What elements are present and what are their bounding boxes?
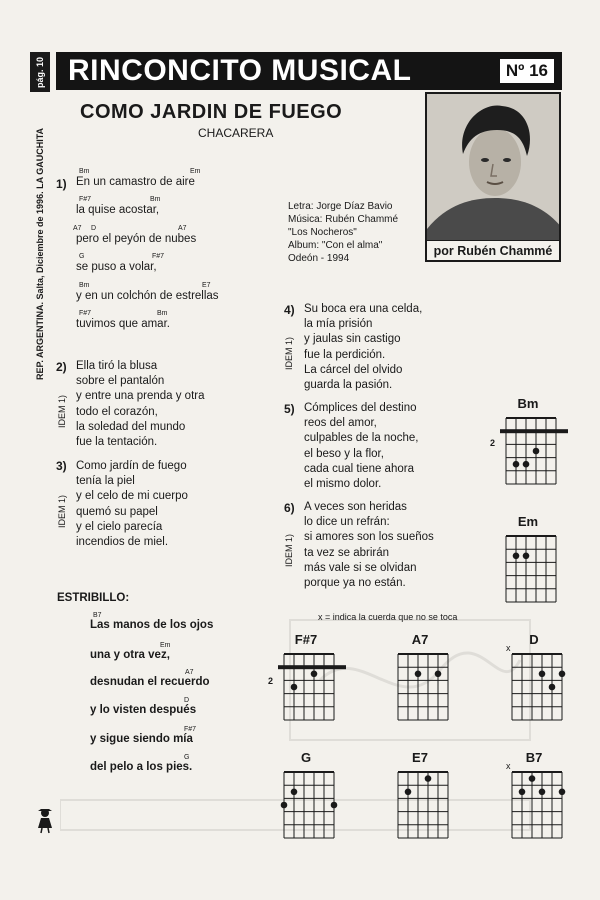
lyric-line: quemó su papel [76, 505, 158, 518]
finger-dot [435, 671, 442, 678]
lyric-line: incendios de miel. [76, 536, 169, 549]
lyric-line: La cárcel del olvido [304, 363, 403, 376]
barre-fret-label: 2 [268, 676, 274, 686]
chord-diagram-d [494, 632, 574, 728]
chord-label: Bm [79, 282, 90, 289]
finger-dot [291, 789, 298, 796]
verse-5-number: 5) [284, 402, 295, 416]
barre-fret-label: 2 [490, 438, 496, 448]
chord-label: A7 [73, 225, 82, 232]
chord-label: A7 [178, 225, 187, 232]
lyric-line: el beso y la flor, [304, 447, 384, 460]
credit-line: Letra: Jorge Díaz Bavio [288, 201, 393, 212]
lyric-line: y en un colchón de estrellas [76, 290, 219, 302]
lyric-line: se puso a volar, [76, 261, 157, 273]
portrait-illustration [427, 94, 561, 262]
verse-6-number: 6) [284, 501, 295, 515]
lyric-line: Como jardín de fuego [76, 460, 187, 472]
fretboard-em [488, 514, 568, 610]
fretboard-a7 [380, 632, 460, 728]
lyric-line: guarda la pasión. [304, 379, 393, 392]
fretboard-bm [488, 396, 568, 492]
lyric-line: el mismo dolor. [304, 478, 382, 491]
finger-dot [559, 789, 566, 796]
finger-dot [513, 553, 520, 560]
lyric-line: la quise acostar, [76, 204, 160, 216]
chorus-label: ESTRIBILLO: [57, 592, 130, 604]
chord-diagram-a7 [380, 632, 460, 728]
chorus-line: y lo visten después [90, 704, 197, 716]
verse-4-number: 4) [284, 303, 295, 317]
finger-dot [539, 671, 546, 678]
verse-1-number: 1) [56, 177, 67, 191]
chorus-line: una y otra vez, [90, 649, 170, 661]
gauchita-logo-icon [34, 806, 56, 834]
lyric-line: Cómplices del destino [304, 402, 417, 414]
chord-diagram-e7 [380, 750, 460, 846]
lyric-line: si amores son los sueños [304, 531, 434, 544]
verse-5-lyrics [304, 401, 418, 492]
chord-diagram-bm [488, 396, 568, 492]
fretboard-g [266, 750, 346, 846]
lyric-line: pero el peyón de nubes [76, 233, 197, 245]
idem-note: IDEM 1) [284, 533, 294, 567]
fretboard-f-sharp-7 [266, 632, 346, 728]
chord-diagram-name: G [300, 750, 312, 765]
lyric-line: la soledad del mundo [76, 420, 186, 433]
lyric-line: reos del amor, [304, 417, 377, 430]
fretboard-d [494, 632, 574, 728]
chord-diagram-f-sharp-7 [266, 632, 346, 728]
lyric-line: A veces son heridas [304, 501, 407, 513]
chord-label: D [184, 697, 190, 704]
chord-label: Bm [157, 310, 168, 317]
finger-dot [311, 671, 318, 678]
photo-caption: por Rubén Chammé [425, 240, 561, 262]
chord-label: A7 [185, 669, 194, 676]
lyric-line: Ella tiró la blusa [76, 360, 158, 372]
lyric-line: fue la perdición. [304, 348, 386, 361]
finger-dot [549, 684, 556, 691]
chord-label: Bm [79, 168, 90, 175]
credit-line: "Los Nocheros" [288, 227, 357, 238]
chorus-line: desnudan el recuerdo [90, 676, 210, 688]
lyric-line: lo dice un refrán: [304, 516, 390, 529]
finger-dot [513, 461, 520, 468]
chord-label: F#7 [184, 726, 197, 733]
lyric-line: tuvimos que amar. [76, 318, 170, 330]
chord-diagram-b7 [494, 750, 574, 846]
song-title: COMO JARDIN DE FUEGO [80, 101, 343, 123]
chorus-line: Las manos de los ojos [90, 619, 214, 631]
verse-2-lyrics [76, 359, 205, 450]
chorus-line: del pelo a los pies. [90, 761, 193, 773]
chord-diagram-name: Em [517, 514, 539, 529]
chord-label: F#7 [79, 196, 92, 203]
artist-photo [425, 92, 561, 262]
lyric-line: y entre una prenda y otra [76, 390, 205, 403]
verse-4-lyrics [304, 302, 422, 393]
finger-dot [523, 461, 530, 468]
chord-diagram-em [488, 514, 568, 610]
song-credits [288, 200, 398, 265]
lyric-line: todo el corazón, [76, 405, 158, 418]
lyric-line: cada cual tiene ahora [304, 462, 414, 475]
finger-dot [523, 553, 530, 560]
finger-dot [519, 789, 526, 796]
chord-label: F#7 [79, 310, 92, 317]
muted-string-mark: x [506, 761, 511, 771]
lyric-line: fue la tentación. [76, 436, 158, 449]
section-header [56, 52, 562, 90]
verse-3-lyrics [76, 459, 188, 550]
credit-line: Album: "Con el alma" [288, 240, 383, 251]
chord-diagram-g [266, 750, 346, 846]
chord-label: G [79, 253, 85, 260]
barre-bar [500, 429, 568, 433]
publication-info: REP. ARGENTINA. Salta, Diciembre de 1996. LA GAUCHITA [35, 127, 45, 380]
chorus-line: y sigue siendo mía [90, 733, 193, 745]
lyric-line: ta vez se abrirán [304, 546, 390, 559]
section-title: RINCONCITO MUSICAL [68, 54, 412, 87]
finger-dot [539, 789, 546, 796]
lyric-line: y jaulas sin castigo [304, 333, 401, 346]
finger-dot [405, 789, 412, 796]
lyric-line: más vale si se olvidan [304, 561, 417, 574]
lyric-line: la mía prisión [304, 318, 373, 331]
credit-line: Odeón - 1994 [288, 253, 350, 264]
chord-label: Bm [150, 196, 161, 203]
issue-number-badge: Nº 16 [498, 57, 556, 85]
finger-dot [331, 802, 338, 809]
song-genre: CHACARERA [198, 126, 274, 140]
chord-label: B7 [93, 612, 102, 619]
verse-3-number: 3) [56, 459, 67, 473]
chord-diagram-name: F#7 [294, 632, 318, 647]
finger-dot [415, 671, 422, 678]
chord-diagram-name: Bm [517, 396, 539, 411]
finger-dot [425, 775, 432, 782]
chord-label: D [91, 225, 97, 232]
chord-label: F#7 [152, 253, 165, 260]
lyric-line: porque ya no están. [304, 577, 406, 590]
chord-label: G [184, 754, 190, 761]
lyric-line: Su boca era una celda, [304, 303, 423, 315]
idem-note: IDEM 1) [57, 494, 67, 528]
credit-line: Música: Rubén Chammé [288, 214, 399, 225]
lyric-line: sobre el pantalón [76, 375, 165, 388]
verse-6-lyrics [304, 500, 434, 591]
finger-dot [529, 775, 536, 782]
chord-diagram-name: A7 [411, 632, 429, 647]
finger-dot [281, 802, 288, 809]
lyric-line: tenía la piel [76, 475, 135, 488]
chord-diagram-name: E7 [412, 750, 428, 765]
chord-label: Em [160, 642, 171, 649]
fretboard-b7 [494, 750, 574, 846]
chord-label: Em [190, 168, 201, 175]
muted-string-mark: x [506, 643, 511, 653]
lyric-line: y el cielo parecía [76, 520, 163, 533]
idem-note: IDEM 1) [57, 394, 67, 428]
lyric-line: En un camastro de aire [76, 176, 195, 188]
finger-dot [291, 684, 298, 691]
lyric-line: y el celo de mi cuerpo [76, 490, 188, 503]
verse-2-number: 2) [56, 360, 67, 374]
chord-label: E7 [202, 282, 211, 289]
finger-dot [533, 448, 540, 455]
fretboard-e7 [380, 750, 460, 846]
muted-string-footnote: x = indica la cuerda que no se toca [318, 612, 458, 622]
finger-dot [559, 671, 566, 678]
lyric-line: culpables de la noche, [304, 432, 419, 445]
chord-diagram-name: D [529, 632, 539, 647]
chord-diagram-name: B7 [525, 750, 543, 765]
page-number: pág. 10 [30, 52, 50, 92]
barre-bar [278, 665, 346, 669]
idem-note: IDEM 1) [284, 336, 294, 370]
